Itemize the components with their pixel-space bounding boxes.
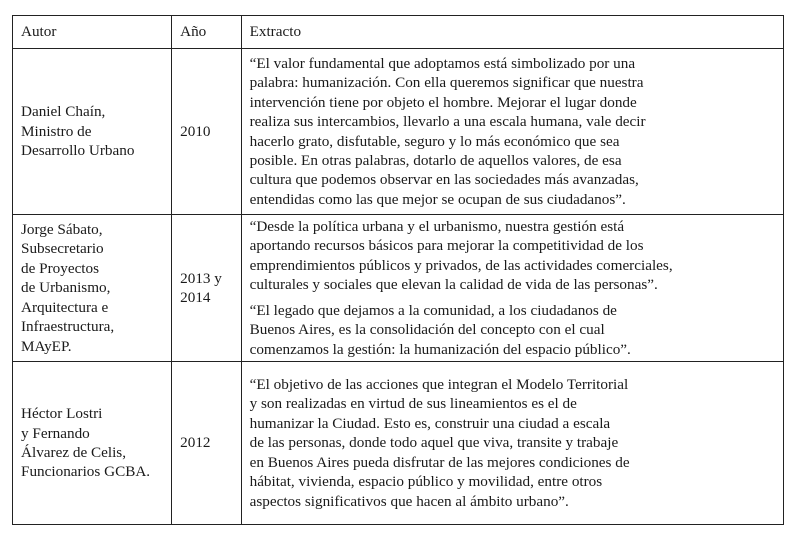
year-cell [172,49,241,215]
author-line: Álvarez de Celis, [21,444,127,461]
author-line: Arquitectura e [21,298,109,316]
quote-line: y son realizadas en virtud de sus lineamientos es el de [249,395,577,413]
author-line: Ministro de [21,122,92,140]
year-line: 2012 [180,434,211,452]
author-line: de Proyectos [21,259,100,277]
quote-line: “El legado que dejamos a la comunidad, a los ciudadanos de [249,301,617,319]
extract-cell [241,215,783,362]
extract-cell [241,49,783,215]
author-line: Funcionarios GCBA. [21,463,151,481]
extract-cell [241,362,783,525]
quote-line: en Buenos Aires pueda disfrutar de las mejores condiciones de [249,453,630,471]
quote-line: humanizar la Ciudad. Esto es, construir una ciudad a escala [249,414,611,432]
table-row [13,215,784,362]
quote-line: palabra: humanización. Con ella queremos significar que nuestra [249,74,644,92]
quote-line: entendidas como las que mejor se ocupan de sus ciudadanos”. [249,190,626,208]
quote-line: Buenos Aires, es la consolidación del concepto con el cual [249,321,605,339]
quote-line: “El objetivo de las acciones que integran el Modelo Territorial [249,376,629,394]
quote-paragraph [250,301,775,359]
table-row [13,49,784,215]
quote-paragraph [250,54,775,209]
header-row [13,16,784,49]
author-cell [13,49,172,215]
author-line: MAyEP. [21,337,72,355]
header-extract: Extracto [241,16,783,49]
author-line: Daniel Chaín, [21,103,106,121]
table-row [13,362,784,525]
author-line: Infraestructura, [21,318,115,336]
quote-paragraph [250,375,775,511]
author-line: Subsecretario [21,240,104,258]
year-line: 2010 [180,122,211,140]
author-line: Héctor Lostri [21,405,103,423]
quote-line: cultura que podemos observar en las sociedades más avanzadas, [249,171,639,189]
quote-paragraph [250,217,775,295]
quote-line: “El valor fundamental que adoptamos está simbolizado por una [249,54,636,72]
author-line: Jorge Sábato, [21,221,103,239]
author-cell [13,362,172,525]
quote-line: posible. En otras palabras, dotarlo de aquellos valores, de esa [249,151,622,169]
quote-line: culturales y sociales que elevan la calidad de vida de las personas”. [249,276,658,294]
year-cell [172,215,241,362]
header-year: Año [172,16,241,49]
quote-line: aportando recursos básicos para mejorar la competitividad de los [249,237,644,255]
quote-line: emprendimientos públicos y privados, de las actividades comerciales, [249,256,673,274]
quote-line: realiza sus intercambios, llevarlo a una escala humana, vale decir [249,113,646,131]
author-line: Desarrollo Urbano [21,142,135,160]
author-line: de Urbanismo, [21,279,111,297]
year-cell [172,362,241,525]
quote-line: de las personas, donde todo aquel que viva, transite y trabaje [249,434,619,452]
quotes-table [12,15,784,525]
quote-line: intervención tiene por objeto el hombre. Mejorar el lugar donde [249,93,637,111]
year-line: 2014 [180,289,211,306]
quote-line: hábitat, vivienda, espacio público y movilidad, entre otros [249,473,603,491]
quote-line: hacerlo grato, disfutable, seguro y lo más económico que sea [249,132,620,150]
author-line: y Fernando [21,424,90,442]
quote-line: comenzamos la gestión: la humanización del espacio público”. [249,340,631,358]
header-author: Autor [13,16,172,49]
author-cell [13,215,172,362]
year-line: 2013 y [180,269,222,287]
quote-line: “Desde la política urbana y el urbanismo, nuestra gestión está [249,218,625,236]
quote-line: aspectos significativos que hacen al ámbito urbano”. [249,492,569,510]
